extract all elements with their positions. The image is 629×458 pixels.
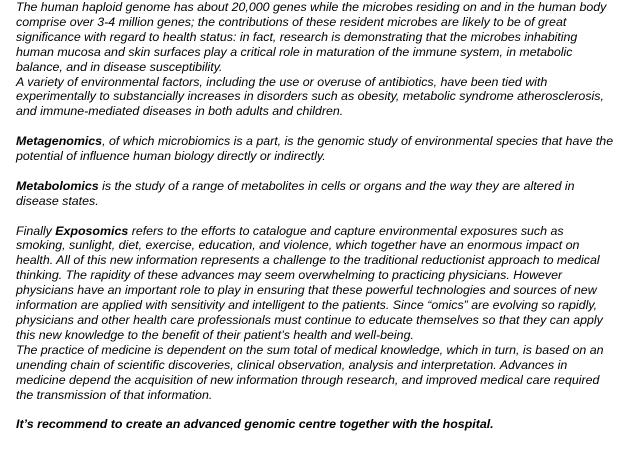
exposomics-lead: Finally: [16, 223, 56, 238]
paragraph-spacer: [16, 209, 616, 224]
metabolomics-definition: is the study of a range of metabolites in cells or organs and the way they are altered in disease states.: [16, 178, 575, 208]
paragraph-exposomics: [16, 224, 616, 343]
paragraph-spacer: [16, 402, 616, 417]
paragraph-metagenomics: [16, 134, 616, 164]
term-exposomics: Exposomics: [55, 223, 129, 238]
paragraph-spacer: [16, 164, 616, 179]
paragraph-spacer: [16, 119, 616, 134]
paragraph-environmental-factors: A variety of environmental factors, including the use or overuse of antibiotics, have been tied with experimentally to substancially increases in disorders such as obesity, metabolic syndrome atherosclerosis, and immune-mediated diseases in both adults and children.: [16, 74, 604, 119]
document-body: [16, 0, 616, 432]
paragraph-metabolomics: [16, 179, 616, 209]
recommendation: It’s recommend to create an advanced genomic centre together with the hospital.: [16, 417, 494, 432]
metagenomics-definition: , of which microbiomics is a part, is the genomic study of environmental species that have the potential of influence human biology directly or indirectly.: [16, 134, 614, 164]
exposomics-definition: refers to the efforts to catalogue and capture environmental exposures such as smoking, sunlight, diet, exercise, education, and violence, which together have an enormous impact on health. All of this new information represents a challenge to the traditional reductionist approach to medical thinking. The rapidity of these advances may seem overwhelming to practicing physicians. However physicians have an important role to play in ensuring that these powerful technologies and sources of new information are applied with sensitivity and intelligent to the patients. Since “omics” are evolving so rapidly, physicians and other health care professionals must continue to educate themselves so that they can apply this new knowledge to the benefit of their patient’s health and well-being.: [16, 223, 603, 342]
paragraph-practice-of-medicine: The practice of medicine is dependent on the sum total of medical knowledge, which in turn, is based on an unending chain of scientific discoveries, clinical observation, analysis and interpretation. Advances in medicine depend the acquisition of new information through research, and improved medical care required the transmission of that information.: [16, 342, 604, 402]
term-metagenomics: Metagenomics: [16, 134, 103, 149]
paragraph-genome: The human haploid genome has about 20,000 genes while the microbes residing on and in the human body comprise over 3-4 million genes; the contributions of these resident microbes are likely to be of great significance with regard to health status: in fact, research is demonstrating that the microbes inhabiting human mucosa and skin surfaces play a critical role in maturation of the immune system, in metabolic balance, and in disease susceptibility.: [16, 0, 607, 74]
term-metabolomics: Metabolomics: [16, 178, 99, 193]
